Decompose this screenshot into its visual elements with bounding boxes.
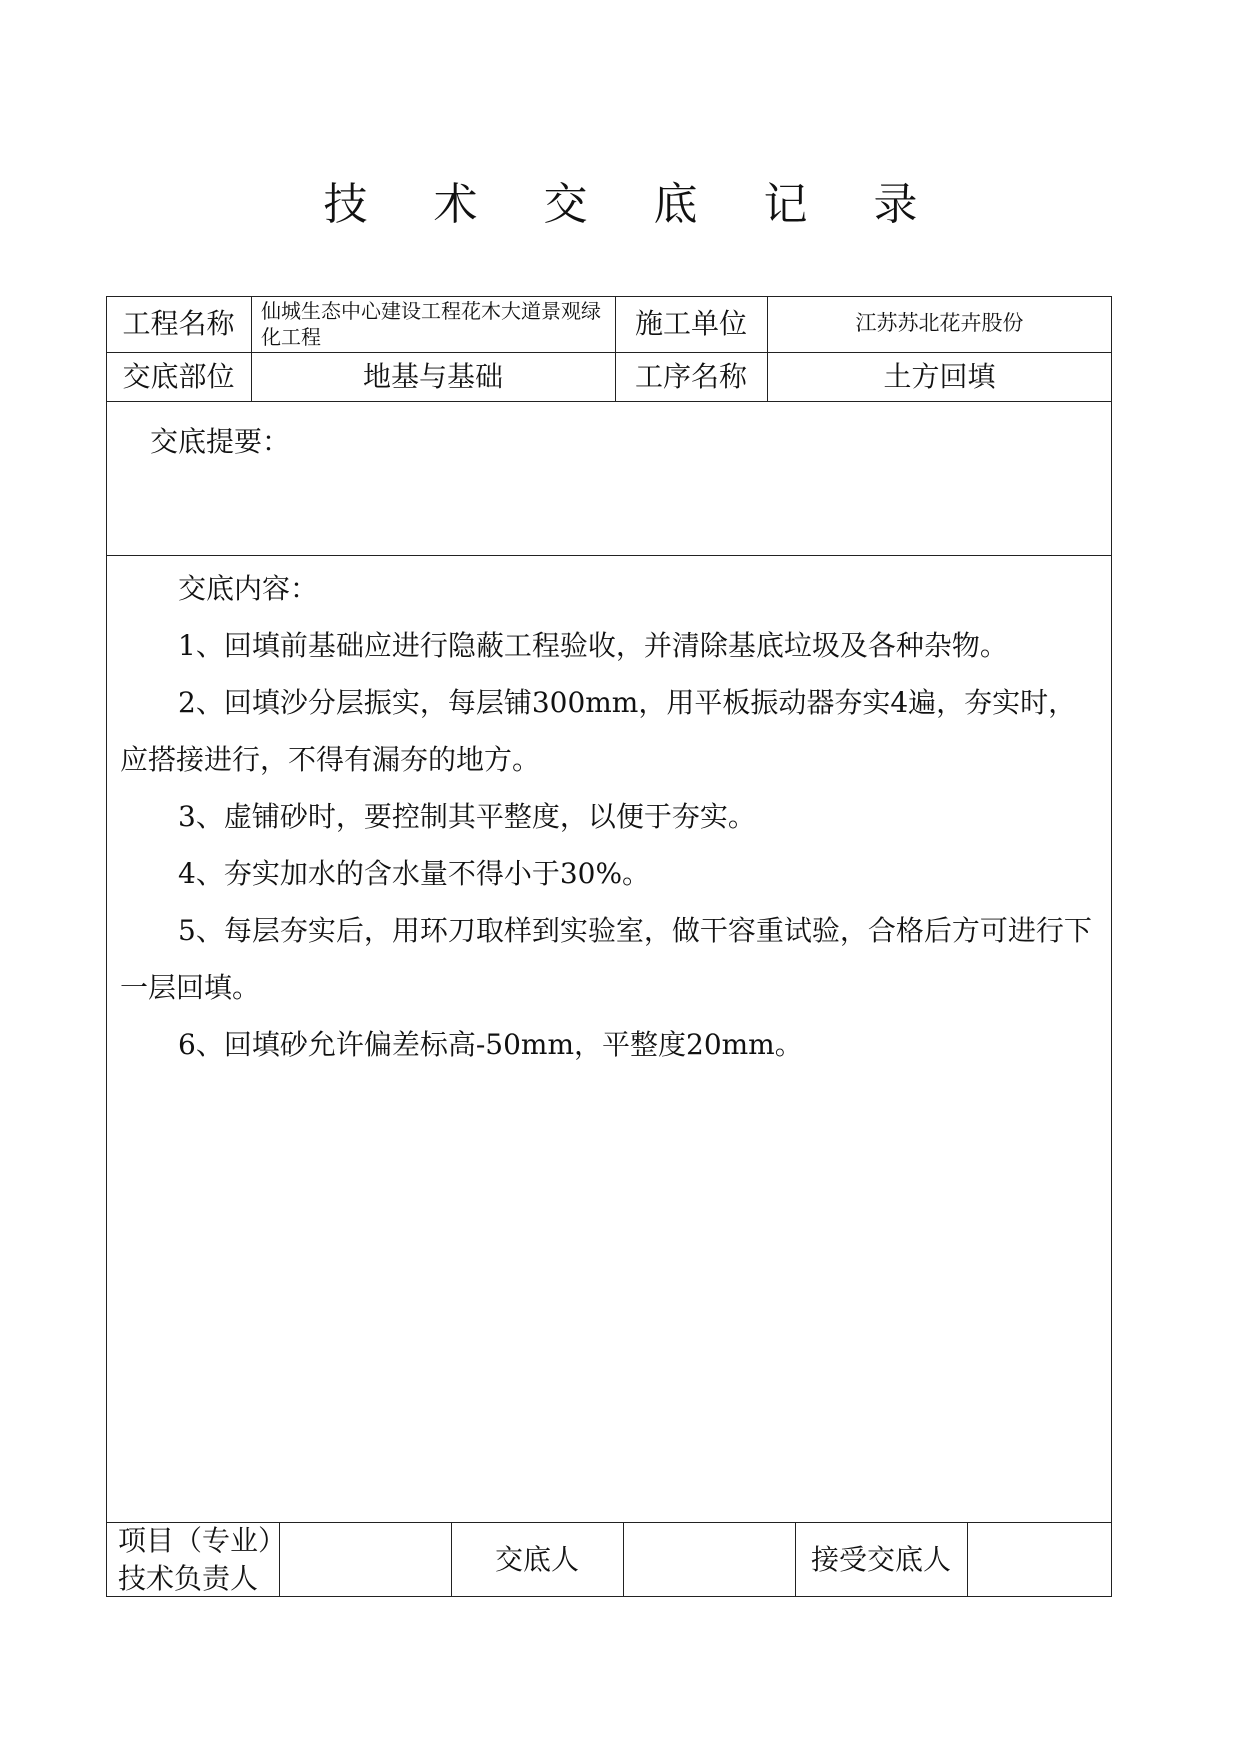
discloser-signature xyxy=(623,1522,795,1597)
document-title: 技 术 交 底 记 录 xyxy=(323,179,944,230)
discloser-label: 交底人 xyxy=(494,1542,579,1576)
tech-lead-label xyxy=(118,1522,287,1597)
project-name-label: 工程名称 xyxy=(122,307,235,341)
row-divider xyxy=(106,401,1112,402)
receiver-label: 接受交底人 xyxy=(810,1542,951,1576)
receiver-signature xyxy=(967,1522,1112,1597)
process-name-value: 土方回填 xyxy=(883,359,996,393)
row-divider xyxy=(106,555,1112,556)
contractor-value: 江苏苏北花卉股份 xyxy=(855,311,1024,336)
content-item: 1、回填前基础应进行隐蔽工程验收，并清除基底垃圾及各种杂物。 xyxy=(178,629,1008,662)
tech-lead-label-line1: 项目（专业） xyxy=(118,1523,287,1557)
content-label: 交底内容： xyxy=(178,572,319,605)
content-item: 4、夯实加水的含水量不得小于30%。 xyxy=(178,857,651,890)
content-item: 3、虚铺砂时，要控制其平整度，以便于夯实。 xyxy=(178,800,756,833)
disclosure-content xyxy=(120,560,1100,1073)
tech-lead-signature xyxy=(279,1522,451,1597)
project-name-value: 仙城生态中心建设工程花木大道景观绿化工程 xyxy=(261,299,601,349)
disclosure-part-label: 交底部位 xyxy=(122,359,235,393)
process-name-label: 工序名称 xyxy=(634,359,747,393)
content-item: 2、回填沙分层振实，每层铺300mm，用平板振动器夯实4遍，夯实时，应搭接进行，不得有漏夯的地方。 xyxy=(120,686,1077,776)
disclosure-part-value: 地基与基础 xyxy=(362,359,503,393)
content-item: 5、每层夯实后，用环刀取样到实验室，做干容重试验，合格后方可进行下一层回填。 xyxy=(120,914,1092,1004)
tech-lead-label-line2: 技术负责人 xyxy=(118,1561,259,1595)
content-item: 6、回填砂允许偏差标高-50mm，平整度20mm。 xyxy=(178,1028,803,1061)
summary-label: 交底提要： xyxy=(150,425,291,458)
contractor-label: 施工单位 xyxy=(634,307,747,341)
